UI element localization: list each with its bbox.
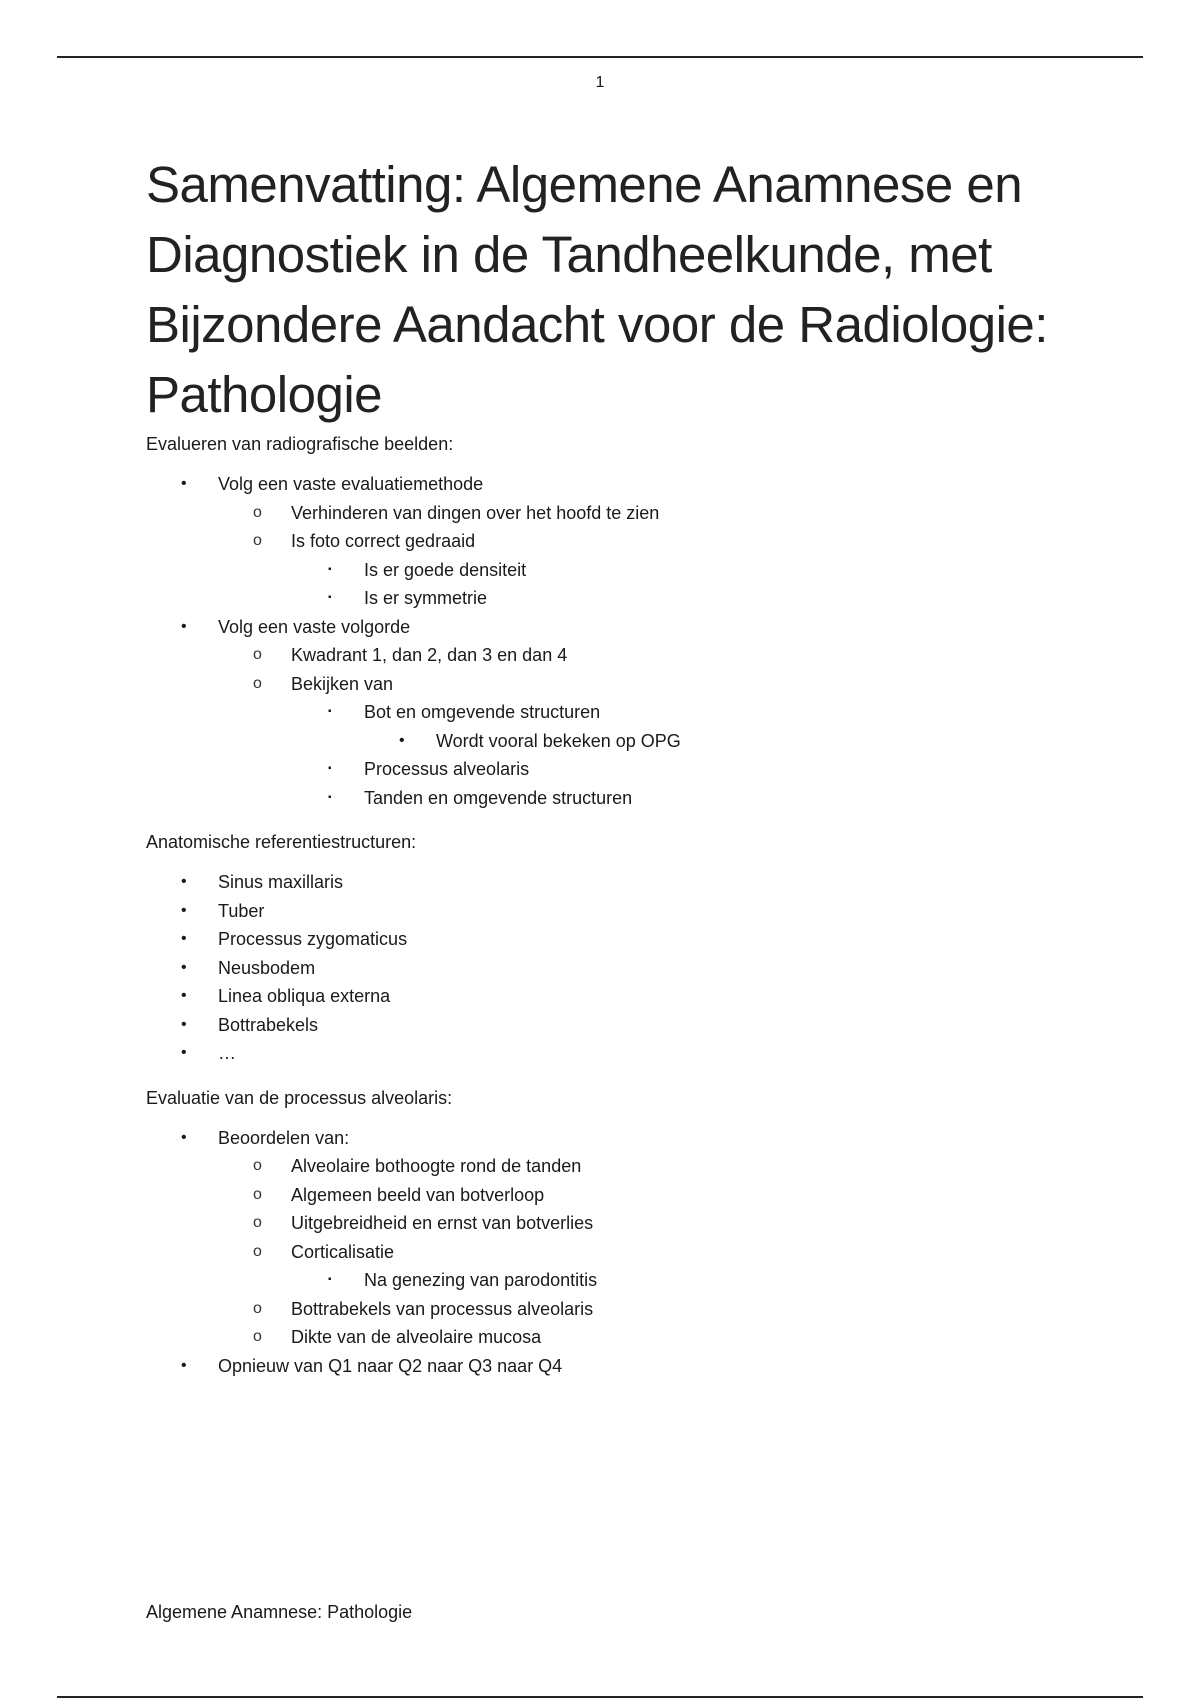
list-item-text: Volg een vaste volgorde [218,616,411,637]
list-item [146,670,1076,699]
list-item [146,1209,1076,1238]
disc-bullet-icon: • [181,1356,187,1374]
list-item [146,527,1076,556]
list-item [146,1181,1076,1210]
list-item-text: Neusbodem [218,957,316,978]
list-item [146,755,1076,784]
footer-text: Algemene Anamnese: Pathologie [146,1602,413,1622]
circle-bullet-icon: o [253,646,262,663]
list-item [146,584,1076,613]
disc-bullet-icon: • [181,1044,187,1061]
list-item-text: Tanden en omgevende structuren [364,787,633,808]
section-heading: Evalueren van radiografische beelden: [146,434,454,454]
page-number: 1 [595,74,605,91]
list-item [146,1295,1076,1324]
square-bullet-icon: ▪ [328,763,332,774]
list-item [146,470,1076,499]
list-item-text: Is er goede densiteit [364,559,527,580]
square-bullet-icon: ▪ [328,592,332,603]
square-bullet-icon: ▪ [328,706,332,717]
circle-bullet-icon: o [253,1242,262,1260]
title-line: Samenvatting: Algemene Anamnese en [146,156,1023,213]
disc-bullet-icon: • [181,617,187,635]
list-item [146,1266,1076,1295]
circle-bullet-icon: o [253,532,262,549]
disc-bullet-icon: • [181,930,187,947]
list-item-text: … [218,1043,236,1063]
list-item-text: Tuber [218,900,265,921]
circle-bullet-icon: o [253,1214,262,1231]
list-item-text: Linea obliqua externa [218,986,391,1006]
list-item [146,698,1076,727]
title-line: Diagnostiek in de Tandheelkunde, met [146,226,992,283]
circle-bullet-icon: o [253,1328,262,1345]
disc-bullet-icon: • [181,1128,187,1146]
list-item-text: Is er symmetrie [364,588,488,608]
section-heading: Anatomische referentiestructuren: [146,832,417,852]
list-item-text: Corticalisatie [291,1241,395,1262]
header-rule [57,56,1143,58]
bullet-list [146,868,1076,1068]
section-heading: Evaluatie van de processus alveolaris: [146,1087,453,1108]
document-body [146,150,1076,1380]
list-item [146,499,1076,528]
disc-bullet-icon: • [181,1015,187,1033]
sections [146,432,1076,1380]
title-line: Pathologie [146,366,383,423]
list-item [146,1039,1076,1068]
disc-bullet-icon: • [181,475,187,492]
list-item [146,954,1076,983]
list-item-text: Dikte van de alveolaire mucosa [291,1327,542,1347]
circle-bullet-icon: o [253,1299,262,1317]
list-item [146,1124,1076,1153]
list-item-text: Kwadrant 1, dan 2, dan 3 en dan 4 [291,645,568,665]
list-item [146,1152,1076,1181]
list-item-text: Processus zygomaticus [218,929,408,949]
list-item [146,1011,1076,1040]
circle-bullet-icon: o [253,1185,262,1203]
footer-rule [57,1696,1143,1698]
list-item [146,868,1076,897]
list-item-text: Verhinderen van dingen over het hoofd te zien [291,502,660,523]
list-item [146,784,1076,813]
list-item-text: Algemeen beeld van botverloop [291,1184,545,1205]
list-item [146,897,1076,926]
list-item [146,727,1076,756]
list-item-text: Na genezing van parodontitis [364,1270,598,1290]
list-item-text: Bottrabekels [218,1014,319,1035]
list-item [146,1323,1076,1352]
disc-bullet-icon: • [181,873,187,890]
title-line: Bijzondere Aandacht voor de Radiologie: [146,296,1048,353]
list-item-text: Uitgebreidheid en ernst van botverlies [291,1213,594,1233]
list-item-text: Beoordelen van: [218,1127,350,1148]
list-item-text: Bekijken van [291,673,394,694]
disc-bullet-icon: • [399,731,405,749]
list-item-text: Processus alveolaris [364,759,530,779]
list-item-text: Bottrabekels van processus alveolaris [291,1298,594,1319]
list-item-text: Volg een vaste evaluatiemethode [218,474,484,494]
list-item [146,982,1076,1011]
list-item-text: Sinus maxillaris [218,872,344,892]
list-item [146,556,1076,585]
list-item-text: Bot en omgevende structuren [364,702,601,722]
circle-bullet-icon: o [253,674,262,692]
list-item-text: Alveolaire bothoogte rond de tanden [291,1156,582,1176]
list-item [146,1238,1076,1267]
list-item [146,641,1076,670]
list-item [146,613,1076,642]
disc-bullet-icon: • [181,987,187,1004]
circle-bullet-icon: o [253,1157,262,1174]
disc-bullet-icon: • [181,901,187,919]
square-bullet-icon: ▪ [328,563,332,575]
list-item-text: Wordt vooral bekeken op OPG [436,730,681,751]
disc-bullet-icon: • [181,958,187,976]
document-title [146,150,1076,430]
list-item-text: Is foto correct gedraaid [291,531,476,551]
circle-bullet-icon: o [253,503,262,521]
bullet-list [146,470,1076,812]
bullet-list [146,1124,1076,1381]
square-bullet-icon: ▪ [328,791,332,803]
square-bullet-icon: ▪ [328,1274,332,1285]
list-item-text: Opnieuw van Q1 naar Q2 naar Q3 naar Q4 [218,1355,563,1376]
list-item [146,925,1076,954]
list-item [146,1352,1076,1381]
